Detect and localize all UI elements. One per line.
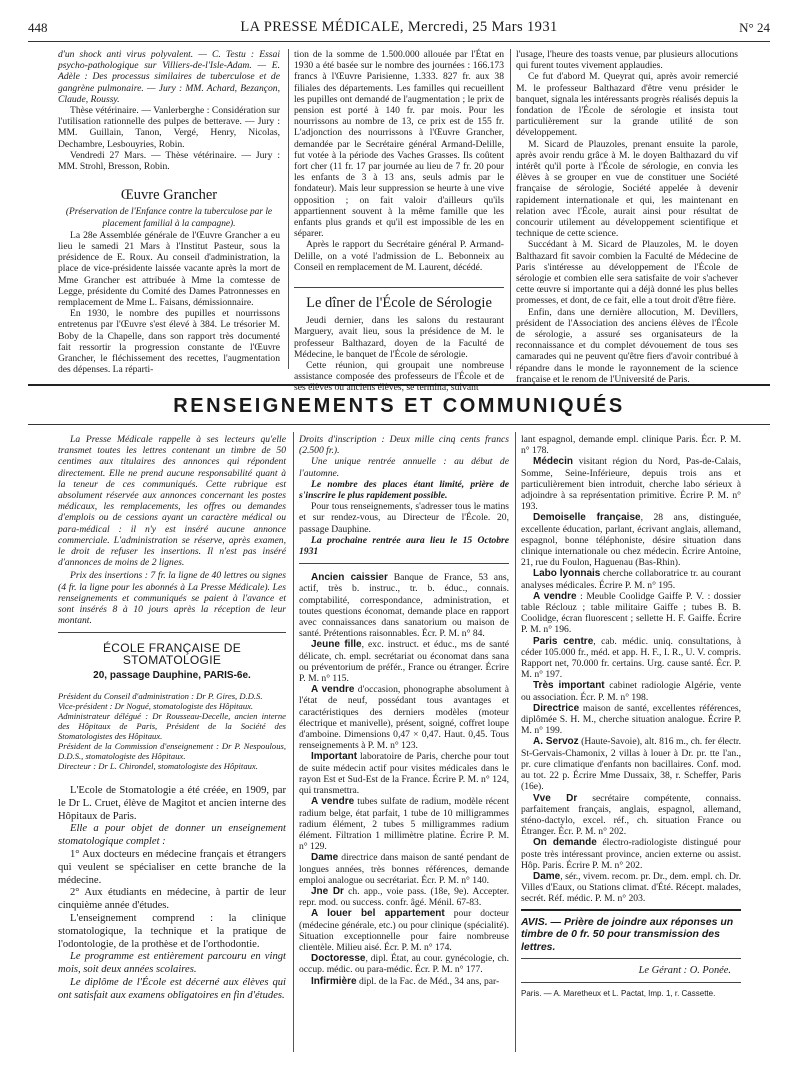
classified-ad (299, 976, 509, 987)
oeuvre-paragraph-4: Après le rapport du Secrétaire général P. Armand-Delille, on a voté l'admission de L. Bebonneix au Conseil en remplacement de M. Laurent, décédé. (294, 239, 504, 273)
ad-heading: A louer bel appartement (311, 908, 445, 920)
divider (521, 958, 741, 959)
ecole-paragraph: 1° Aux docteurs en médecine français et étrangers qui veulent se spécialiser en cette branche de la médecine. (58, 849, 286, 886)
ad-text: pour docteur (médecine générale, etc.) ou pour clinique (spécialité). Situation exceptionnelle pour faire nombreuse clientèle. Milieu aisé. Écr. P. M. n° 174. (299, 908, 509, 953)
oeuvre-grancher-subtitle: (Préservation de l'Enfance contre la tuberculose par le placement familial à la campagne). (65, 207, 273, 229)
ad-text: visitant région du Nord, Pas-de-Calais, Somme, Seine-Inférieure, depuis trois ans et particulièrement bien introduit, cherche labo sérieux à adjoindre à sa représentation primitive. Écrire P. M. n° 193. (521, 456, 741, 513)
diner-paragraph-2: Cette réunion, qui groupait une nombreuse assistance composée des professeurs de l'École et de ses élèves ou anciens élèves, se termina, suivant (294, 360, 504, 394)
classified-ad (299, 684, 509, 751)
ad-heading: Paris centre (533, 635, 594, 647)
notice-to-readers: La Presse Médicale rappelle à ses lecteurs qu'elle transmet toutes les lettres contenant un timbre de 50 centimes aux titulaires des annonces qui répondent directement. Elle ne prend aucune responsabilité quant à la teneur de ces communiqués. Cette rubrique est absolument réservée aux annonces concernant les postes médicaux, les remplacements, les offres ou demandes d'emplois ou de cessions ayant un caractère médical ou para-médical : il n'y est inséré aucune annonce commerciale. L'administration se réserve, après examen, le droit de refuser les insertions. Il n'est pas inséré d'annonces de moins de 2 lignes. (58, 434, 286, 569)
ecole-paragraph: L'enseignement comprend : la clinique stomatologique, la technique et la pratique de l'odontologie, de la prothèse et de l'orthodontie. (58, 913, 286, 950)
ad-heading: Ancien caissier (311, 572, 388, 584)
diner-paragraph-5: M. Sicard de Plauzoles, prenant ensuite la parole, après avoir rendu grâce à M. le doyen Balthazard du vif intérêt qu'il porte à l'École de sérologie, en convia les élèves à se grouper en vue de constituer une Société française de sérologie, Société appelée à devenir rapidement internationale et qui, les maintenant en relation avec l'École, aurait ainsi pour résultat de concourir utilement au développement scientifique et technique de cette science. (516, 138, 738, 240)
ad-text: dipl. État, au cour. gynécologie, ch. occup. médic. ou para-médic. Écr. P. M. n° 177. (299, 953, 510, 976)
ad-text: tubes sulfate de radium, modèle récent radium belge, état parfait, 1 tube de 10 milligrammes radium élément, 2 tubes 5 milligrammes radium élément. Filtration 1 millimètre platine. Écrire P. M. n° 129. (299, 796, 509, 853)
classified-ad: Jeune fille, exc. instruct. et éduc., ms de santé délicate, ch. empl. secrétariat ou économat dans sana ou préventorium de préfér., France ou étranger. Écrire P. M. n° 115. (299, 639, 510, 685)
diner-paragraph-7: Enfin, dans une dernière allocution, M. Devillers, président de l'Association des anciens élèves de l'École de sérologie, a assuré ses organisateurs de la reconnaissance et du complet dévouement de tous ses camarades qui ne peuvent qu'être fiers d'avoir contribué à répandre dans le monde le rayonnement de la science française et le renom de l'Université de Paris. (516, 306, 738, 385)
ad-text: électro-radiologiste distingué pour poste très intéressant province, ancien externe ou assist. Hôp. Paris. Écrire P. M. n° 202. (521, 837, 741, 871)
section-rule-top (28, 384, 770, 386)
ad-heading: A. Servoz (533, 736, 579, 748)
ad-text: secrétaire compétente, connaiss. parfaitement français, anglais, espagnol, allemand, sténo-dactylo, excel. réf., ch. situation France ou Étranger. Écr. P. M. n° 202. (521, 792, 741, 838)
ad-heading: Demoiselle française (533, 512, 641, 524)
ad-text: maison de santé, excellentes références, diplômée S. H. M., cherche situation analogue. Écrire P. M. n° 199. (521, 702, 741, 737)
oeuvre-paragraph-1: La 28e Assemblée générale de l'Œuvre Grancher a eu lieu le samedi 21 Mars à l'Institut Pasteur, sous la présidence de E. Roux. Au conseil d'administration, la place de vice-présidente laissée vacante après la mort de Mme Grancher est attribuée à Mme la comtesse de Legge, présidente du Comité des Dames Patronnesses en remplacement de Mme L. Faisans, démissionnaire. (58, 229, 280, 309)
classified-ad (521, 793, 741, 838)
divider (299, 563, 509, 564)
classified-ad (299, 852, 509, 886)
gerant-signature: Le Gérant : O. Ponée. (638, 965, 731, 977)
divider (58, 632, 286, 633)
classified-ad (521, 591, 741, 636)
top-column-1 (58, 49, 280, 375)
ecole-paragraph: 2° Aux étudiants en médecine, à partir de leur cinquième année d'études. (58, 887, 286, 912)
ecole-contact: Pour tous renseignements, s'adresser tous le matins et sur rendez-vous, au Directeur de l'École. 20, passage Dauphine. (299, 501, 509, 535)
thesis-list-a: d'un shock anti virus polyvalent. — C. Testu : Essai psycho-pathologique sur Villiers-de-l'Isle-Adam. — E. Adèle : Des processus similaires de tuberculose et de gangrène pulmonaire. — Jury : MM. Achard, Bezançon, Claude, Roussy. (58, 49, 280, 105)
classified-ad: Paris centre, cab. médic. uniq. consultations, à céder 105.000 fr., méd. et app. H. F., I. R., U. V. compris. Rapport net, 70.000 fr. certains. Urg. cause santé. Écr. P. M. n° 197. (521, 635, 741, 681)
ad-heading: Infirmière (311, 975, 357, 987)
ecole-paragraph: Elle a pour objet de donner un enseignement stomatologique complet : (58, 823, 286, 848)
thesis-list-c: Vendredi 27 Mars. — Thèse vétérinaire. — Jury : MM. Strohl, Bresson, Robin. (58, 149, 280, 173)
ad-heading: Vve Dr (533, 792, 578, 804)
ad-heading: Jeune fille (311, 639, 362, 651)
ecole-paragraph: Le programme est entièrement parcouru en vingt mois, soit deux années scolaires. (58, 951, 286, 976)
classified-ad (521, 680, 741, 702)
column-divider (288, 49, 289, 369)
header-rule (28, 41, 770, 42)
classified-ad (299, 572, 509, 639)
ad-text: sér., vivem. recom. pr. Dr., dem. empl. ch. Dr. Villes d'Eaux, ou Stations climat. d'Été. Récept. malades, secrét. Réf. médic. P. M. n° 203. (521, 870, 741, 905)
ad-heading: Dame (533, 870, 561, 882)
staff-line: Vice-président : Dr Nogué, stomatologiste des Hôpitaux. (58, 701, 254, 712)
ad-text: cabinet radiologie Algérie, vente ou association. Écr. P. M. n° 198. (521, 680, 742, 703)
classified-ad: Dame, sér., vivem. recom. pr. Dr., dem. empl. ch. Dr. Villes d'Eaux, ou Stations climat. d'Été. Récept. malades, secrét. Réf. médic. P. M. n° 203. (521, 870, 741, 905)
staff-line: Président du Conseil d'administration : Dr P. Gires, D.D.S. (58, 691, 263, 702)
ad-text: (Haute-Savoie), alt. 816 m., ch. fer électr. St-Gervais-Chamonix, 2 villas à louer à Dr. pr. tte l'an., pr. cure climatique d'enfants non bacillaires. Conf. mod. au tot. 22 p. Écrire Mme Dussaix, 38, r. Scheffer, Paris (16e). (521, 736, 741, 793)
ad-text: cab. médic. uniq. consultations, à céder 105.000 fr., méd. et app. H. F., I. R., U. V. compris. Rapport net, 70.000 fr. certains. Urg. cause santé. Écr. P. M. n° 197. (521, 635, 741, 681)
avis-notice: AVIS. — Prière de joindre aux réponses un timbre de 0 fr. 50 pour transmission des lettres. (521, 915, 734, 953)
classified-ad (299, 796, 509, 852)
ad-text: d'occasion, phonographe absolument à l'état de neuf, possédant tous avantages et caractéristiques des derniers modèles (moteur électrique et manivelle), présent, soigné, coffret loupe d'amboine. Dimensions 0,47 × 0,47. Haut. 0,45. Tous renseignements à P. M. n° 123. (299, 684, 509, 752)
classified-ad (521, 736, 741, 792)
column-divider (293, 432, 294, 1052)
classified-ad (299, 751, 509, 796)
staff-line: Président de la Commission d'enseignement : Dr P. Nespoulous, D.D.S., stomatologiste des Hôpitaux. (58, 741, 286, 762)
ad-text: Banque de France, 53 ans, actif, très b. instruc., tr. b. éduc., connais. comptabilité, correspondance, administration, et toutes questions économat, demande place en rapport avec connaissances dans sanatorium ou maison de santé. Prétentions raisonnables. Écr. P. M. n° 84. (299, 572, 509, 640)
ad-text: ch. app., voie pass. (18e, 9e). Accepter. repr. mod. ou success. confr. âgé. Ménil. 67-83. (299, 885, 510, 909)
ecole-staff (58, 691, 286, 771)
ad-heading: Directrice (533, 702, 580, 714)
ecole-intake: Une unique rentrée annuelle : au début de l'automne. (299, 456, 509, 479)
ecole-address: 20, passage Dauphine, PARIS-6e. (93, 669, 251, 681)
running-header (28, 14, 770, 42)
bottom-column-right (521, 434, 741, 999)
classified-ad (521, 568, 741, 590)
ad-heading: On demande (533, 837, 597, 849)
ad-heading: A vendre (311, 684, 355, 696)
diner-paragraph-1: Jeudi dernier, dans les salons du restaurant Marguery, avait lieu, sous la présidence de M. le professeur Balthazard, doyen de la Faculté de Médecine, le banquet de l'École de sérologie. (294, 315, 504, 360)
oeuvre-paragraph-2: En 1930, le nombre des pupilles et nourrissons entretenus par l'Œuvre s'est élevé à 384. Le trésorier M. Boby de la Chapelle, dans son rapport très documenté fait ressortir la progression constante de l'Œuvre Grancher, le fléchissement des recettes, l'augmentation des dépenses. La réparti- (58, 308, 280, 376)
ad-text: : Meuble Coolidge Gaiffe P. V. : dossier table Réclouz ; table militaire Gaiffe ; tubes B. B. Coolidge, écran fluorescent ; sellette H. F. Gaiffe. Écrire P. M. n° 196. (521, 590, 741, 636)
ad-text: cherche collaboratrice tr. au courant analyses médicales. Écrire P. M. n° 195. (521, 568, 741, 591)
diner-paragraph-6: Succédant à M. Sicard de Plauzoles, M. le doyen Balthazard fit savoir combien la Faculté de Médecine de Paris s'intéresse au développement de l'École de sérologie et combien elle sera satisfaite de voir s'achever cette œuvre si importante qui a déjà donné les plus belles promesses, et dont, de ce fait, elle a tout droit d'être fière. (516, 239, 738, 307)
classified-ad (521, 703, 741, 737)
section-title: RENSEIGNEMENTS ET COMMUNIQUÉS (173, 395, 625, 417)
diner-title: Le dîner de l'École de Sérologie (306, 295, 492, 312)
ad-heading: A vendre (533, 590, 577, 602)
bottom-column-left (58, 434, 286, 1003)
oeuvre-grancher-title: Œuvre Grancher (120, 187, 218, 204)
ad-text: laboratoire de Paris, cherche pour tout de suite médecin actif pour visites médicales dans le rayon Est et Sud-Est de la France. Écrire P. M. n° 124, qui transmettra. (299, 751, 510, 797)
ad-heading: A vendre (311, 796, 355, 808)
ad-heading: Labo lyonnais (533, 568, 601, 580)
divider (521, 909, 741, 911)
diner-paragraph-4: Ce fut d'abord M. Queyrat qui, après avoir remercié M. le professeur Balthazard d'être venu présider le banquet, signala les intéressants progrès réalisés depuis la fondation de l'École de sérologie et insista tout particulièrement sur la grande utilité de son développement. (516, 71, 738, 139)
divider (294, 287, 504, 288)
classified-ad: Demoiselle française, 28 ans, distinguée, excellente éducation, parlant, écrivant anglais, allemand, espagnol, bonne téléphoniste, désire situation dans clinique internationale ou chez médecin. Écrire Antoine, 21, rue du Foulon, Haguenau (Bas-Rhin). (521, 512, 742, 569)
ad-heading: Important (311, 751, 358, 763)
staff-line: Directeur : Dr L. Chirondel, stomatologiste des Hôpitaux. (58, 761, 258, 772)
ecole-places: Le nombre des places étant limité, prière de s'inscrire le plus rapidement possible. (299, 478, 509, 502)
oeuvre-paragraph-3: tion de la somme de 1.500.000 allouée par l'État en 1930 a été basée sur le nombre des journées : 166.173 francs à l'Œuvre Parisienne, 1.333. 827 fr. aux 38 filiales des départements. Les familles qui recueillent les pupilles ont demandé de l'augmentation ; le prix de pension est porté à 140 fr. par mois. Pour les nourrissons au nombre de 13, ce prix est de 155 fr. L'adjonction des nourrissons à l'Œuvre Grancher, demandée par le Secrétaire général Armand-Delille, fut votée à la période des Vaches Grasses. Ils coûtent fort cher (11 fr. 17 par journée au lieu de 7 fr. 20 pour les enfants de 3 à 13 ans, seuls admis par le fondateur). Mais leur suppression se heurte à une vive opposition ; on fait valoir d'ailleurs qu'ils appartiennent souvent à la même famille que les enfants plus grands et qu'il est impossible de les en séparer. (294, 49, 504, 240)
page-number: 448 (28, 20, 48, 35)
ecole-fees: Droits d'inscription : Deux mille cinq cents francs (2.500 fr.). (299, 434, 509, 457)
ecole-paragraph: L'Ecole de Stomatologie a été créée, en 1909, par le Dr L. Cruet, élève de Magitot et ancien interne des Hôpitaux de Paris. (58, 785, 286, 822)
ad-heading: Médecin (533, 456, 574, 468)
classified-ad (299, 908, 509, 953)
classified-ad (521, 837, 741, 871)
classified-ad (299, 886, 509, 908)
ad-text: dipl. de la Fac. de Méd., 34 ans, par- (358, 975, 500, 987)
journal-title: LA PRESSE MÉDICALE, Mercredi, 25 Mars 1931 (240, 19, 558, 35)
top-column-3 (516, 49, 738, 385)
bottom-column-middle (299, 434, 509, 987)
ad-heading: Très important (533, 680, 605, 692)
ad-text: directrice dans maison de santé pendant de longues années, très bonnes références, demande emploi analogue ou secrétariat. Écr. P. M. n° 140. (299, 852, 509, 886)
diner-paragraph-3: l'usage, l'heure des toasts venue, par plusieurs allocutions qui furent toutes vivement applaudies. (516, 49, 738, 72)
ad-heading: Jne Dr (311, 885, 344, 897)
top-column-2 (294, 49, 504, 394)
ecole-next-intake: La prochaine rentrée aura lieu le 15 Octobre 1931 (299, 534, 509, 558)
insertion-prices: Prix des insertions : 7 fr. la ligne de 40 lettres ou signes (4 fr. la ligne pour les abonnés à La Presse Médicale). Les renseignements et communiqués se paient à l'avance et sont insérés 8 à 10 jours après la réception de leur montant. (58, 570, 286, 627)
ecole-title: ÉCOLE FRANÇAISE DE STOMATOLOGIE (102, 641, 242, 667)
staff-line: Administrateur délégué : Dr Rousseau-Decelle, ancien interne des Hôpitaux de Paris, Président de la Société des Stomatologistes des Hôpitaux. (58, 711, 286, 742)
issue-number: N° 24 (739, 20, 770, 35)
ad-heading: Dame (311, 852, 339, 864)
column-divider (515, 432, 516, 1052)
classified-ad (521, 456, 741, 512)
ad-heading: Doctoresse (311, 953, 366, 965)
ad-text: 28 ans, distinguée, excellente éducation, parlant, écrivant anglais, allemand, espagnol, bonne téléphoniste, désire situation dans clinique internationale ou chez médecin. Écrire Antoine, 21, rue du Foulon, Haguenau (Bas-Rhin). (521, 512, 742, 569)
thesis-list-b: Thèse vétérinaire. — Vanlerberghe : Considération sur l'utilisation rationnelle des pulpes de betterave. — Jury : MM. Guillain, Tanon, Vergé, Henry, Nicolas, Dechambre, Lesbouyries, Robin. (58, 105, 280, 150)
ad-continuation: lant espagnol, demande empl. clinique Paris. Écr. P. M. n° 178. (521, 434, 741, 457)
ecole-paragraph: Le diplôme de l'École est décerné aux élèves qui ont satisfait aux examens obligatoires en fin d'études. (58, 977, 286, 1001)
column-divider (510, 49, 511, 369)
ad-text: exc. instruct. et éduc., ms de santé délicate, ch. empl. secrétariat ou économat dans sana ou préventorium de préfér., France ou étranger. Écrire P. M. n° 115. (299, 639, 510, 685)
section-rule-bottom (28, 424, 770, 425)
classified-ad: Doctoresse, dipl. État, au cour. gynécologie, ch. occup. médic. ou para-médic. Écr. P. M. n° 177. (299, 953, 510, 976)
divider (521, 982, 741, 983)
printer-imprint: Paris. — A. Maretheux et L. Pactat, Imp. 1, r. Cassette. (521, 989, 716, 999)
